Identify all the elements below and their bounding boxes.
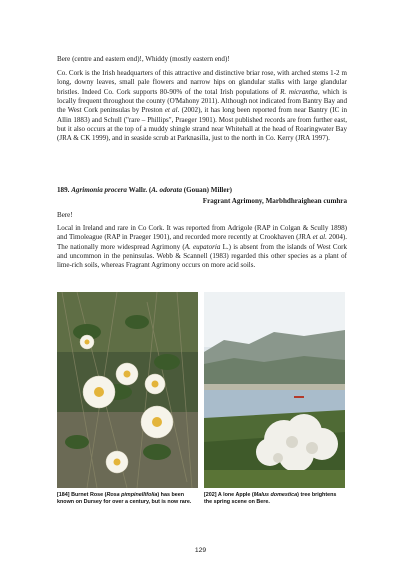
paragraph-rosa-micrantha: Co. Cork is the Irish headquarters of this attractive and distinctive briar rose, with arched stems 1-2 m long, downy leaves, small pale flowers and narrow hips on glandular stalks with large glandular bristles. Indeed Co. Cork supports 80-90% of the total Irish populations of R. micrantha, which is locally frequent throughout the county (O'Mahony 2011). Although not indicated from Bantry Bay and the West Cork peninsulas by Preston et al. (2002), it has long been reported from near Bantry (IC in Allin 1883) and Schull ("rare – Phillips", Praeger 1901). Most published records are from further east, but it also occurs at the top of a muddy shingle strand near Whitehall at the head of Roaringwater Bay (JRA & CK 1999), and in seaside scrub at Parknasilla, just to the north in Co. Kerry (JRA 1997). [57, 69, 348, 143]
caption-apple-tree: [202] A lone Apple (Malus domestica) tree brightens the spring scene on Bere. [204, 492, 337, 506]
paragraph-bere: Bere! [57, 211, 73, 219]
burnet-rose-photo [57, 292, 198, 488]
caption-burnet-rose: [184] Burnet Rose (Rosa pimpinellifolia) has been known on Dursey for over a century, but is now rare. [57, 492, 192, 506]
page-number: 129 [194, 547, 207, 554]
species-common-names: Fragrant Agrimony, Marbhdhraighean cumhra [202, 197, 347, 205]
paragraph-agrimony: Local in Ireland and rare in Co Cork. It was reported from Adrigole (RAP in Colgan & Scully 1898) and Timoleague (RAP in Praeger 1901), and recorded more recently at Crookhaven (JRA et al. 2004). The nationally more widespread Agrimony (A. eupatoria L.) is absent from the islands of West Cork and uncommon in the peninsulas. Webb & Scannell (1983) regarded this other species as a plant of lime-rich soils, whereas Fragrant Agrimony occurs on more acid soils. [57, 224, 348, 270]
apple-tree-photo [204, 292, 345, 488]
species-heading: 189. Agrimonia procera Wallr. (A. odorata (Gouan) Miller) [57, 186, 233, 194]
paragraph-locations: Bere (centre and eastern end)!, Whiddy (mostly eastern end)! [57, 55, 230, 63]
